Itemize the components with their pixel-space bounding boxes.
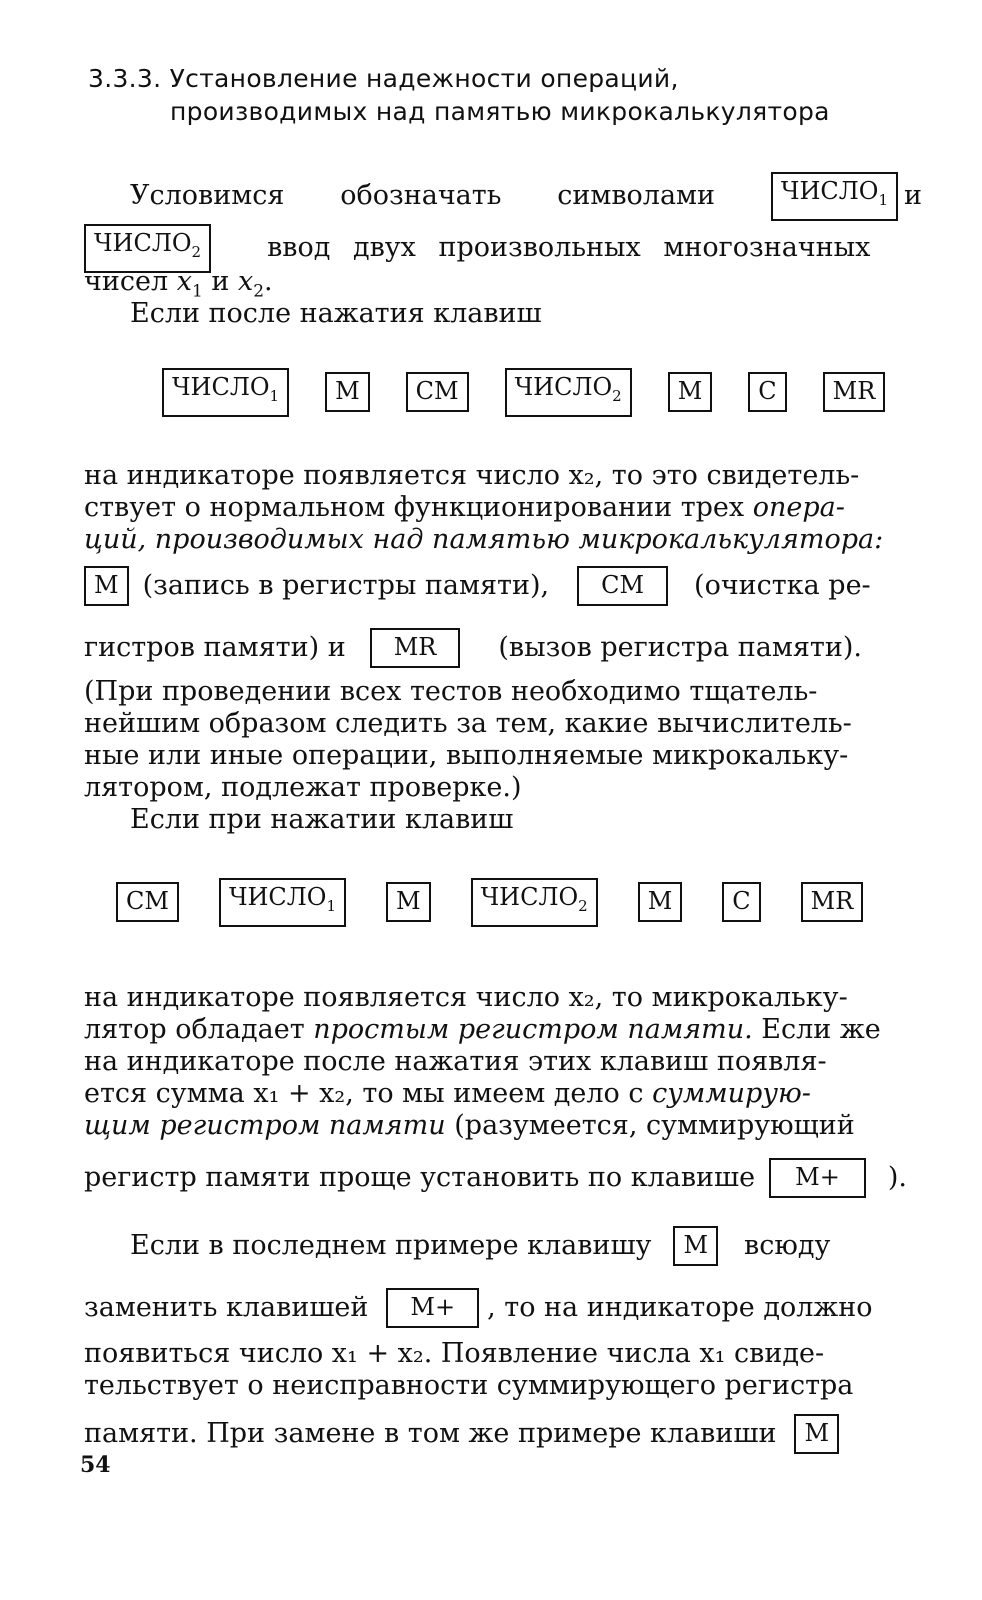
p2-line5: гистров памяти) и MR (вызов регистра памяти). <box>84 628 876 668</box>
section-heading <box>88 62 908 128</box>
page-number: 54 <box>80 1452 111 1478</box>
chislo2-key: $ЧИСЛО_2$ <box>505 368 632 417</box>
mr-key: MR <box>370 628 461 668</box>
m-key: М <box>794 1414 839 1454</box>
chislo1-key: $ЧИСЛО_1$ <box>219 878 346 927</box>
cm-key: СМ <box>406 372 469 412</box>
p4-line5: памяти. При замене в том же примере клавиши М <box>84 1414 876 1454</box>
p4-line4: тельствует о неисправности суммирующего регистра <box>84 1370 854 1401</box>
p2-intro: Если после нажатия клавиш <box>130 298 542 329</box>
section-title-line1: Установление надежности операций, <box>169 64 679 93</box>
m-key: М <box>386 882 431 922</box>
p4-line3: появиться число x₁ + x₂. Появление числа x₁ свиде- <box>84 1338 825 1369</box>
mplus-key: М+ <box>769 1158 866 1198</box>
p2-line2: ствует о нормальном функционировании трех опера- <box>84 492 845 523</box>
cm-key: СМ <box>577 566 668 606</box>
p2-line9: лятором, подлежат проверке.) <box>84 772 522 803</box>
m-key: М <box>325 372 370 412</box>
cm-key: СМ <box>116 882 179 922</box>
p3-line6: регистр памяти проще установить по клавише М+ ). <box>84 1158 876 1198</box>
p3-line3: на индикаторе после нажатия этих клавиш появля- <box>84 1046 827 1077</box>
p3-intro: Если при нажатии клавиш <box>130 804 514 835</box>
mplus-key: М+ <box>386 1288 479 1328</box>
p2-line1: на индикаторе появляется число x₂, то это свидетель- <box>84 460 860 491</box>
section-title-line2: производимых над памятью микрокалькулятора <box>170 97 830 126</box>
p1-line1: Условимся обозначать символами $ЧИСЛО_1$ и <box>84 172 922 221</box>
p2-line3: ций, производимых над памятью микрокалькулятора: <box>84 524 884 555</box>
mr-key: MR <box>823 372 886 412</box>
p2-line7: нейшим образом следить за тем, какие вычислитель- <box>84 708 852 739</box>
m-key: М <box>673 1226 718 1266</box>
c-key: С <box>748 372 786 412</box>
p3-line1: на индикаторе появляется число x₂, то микрокальку- <box>84 982 848 1013</box>
p1-line3: чисел $x_1$ и $x_2$. <box>84 266 273 302</box>
p3-line5: щим регистром памяти (разумеется, суммирующий <box>84 1110 855 1141</box>
p2-line8: ные или иные операции, выполняемые микрокальку- <box>84 740 849 771</box>
m-key: М <box>84 566 129 606</box>
m-key: М <box>668 372 713 412</box>
p1-line2: $ЧИСЛО_2$ ввод двух произвольных многозначных <box>84 224 876 273</box>
chislo2-key: $ЧИСЛО_2$ <box>84 224 211 273</box>
p4-line2: заменить клавишей М+ , то на индикаторе должно <box>84 1288 876 1328</box>
chislo1-key: $ЧИСЛО_1$ <box>162 368 289 417</box>
key-sequence-1 <box>162 368 885 417</box>
p3-line4: ется сумма x₁ + x₂, то мы имеем дело с суммирую- <box>84 1078 811 1109</box>
p2-line6: (При проведении всех тестов необходимо тщатель- <box>84 676 818 707</box>
section-number: 3.3.3. <box>88 64 162 93</box>
c-key: С <box>722 882 760 922</box>
mr-key: MR <box>801 882 864 922</box>
chislo1-key: $ЧИСЛО_1$ <box>771 172 898 221</box>
p3-line2: лятор обладает простым регистром памяти. Если же <box>84 1014 881 1045</box>
p4-line1: Если в последнем примере клавишу М всюду <box>84 1226 876 1266</box>
chislo2-key: $ЧИСЛО_2$ <box>471 878 598 927</box>
p2-line4: М (запись в регистры памяти), СМ (очистка ре- <box>84 566 876 606</box>
m-key: М <box>638 882 683 922</box>
key-sequence-2 <box>116 878 863 927</box>
